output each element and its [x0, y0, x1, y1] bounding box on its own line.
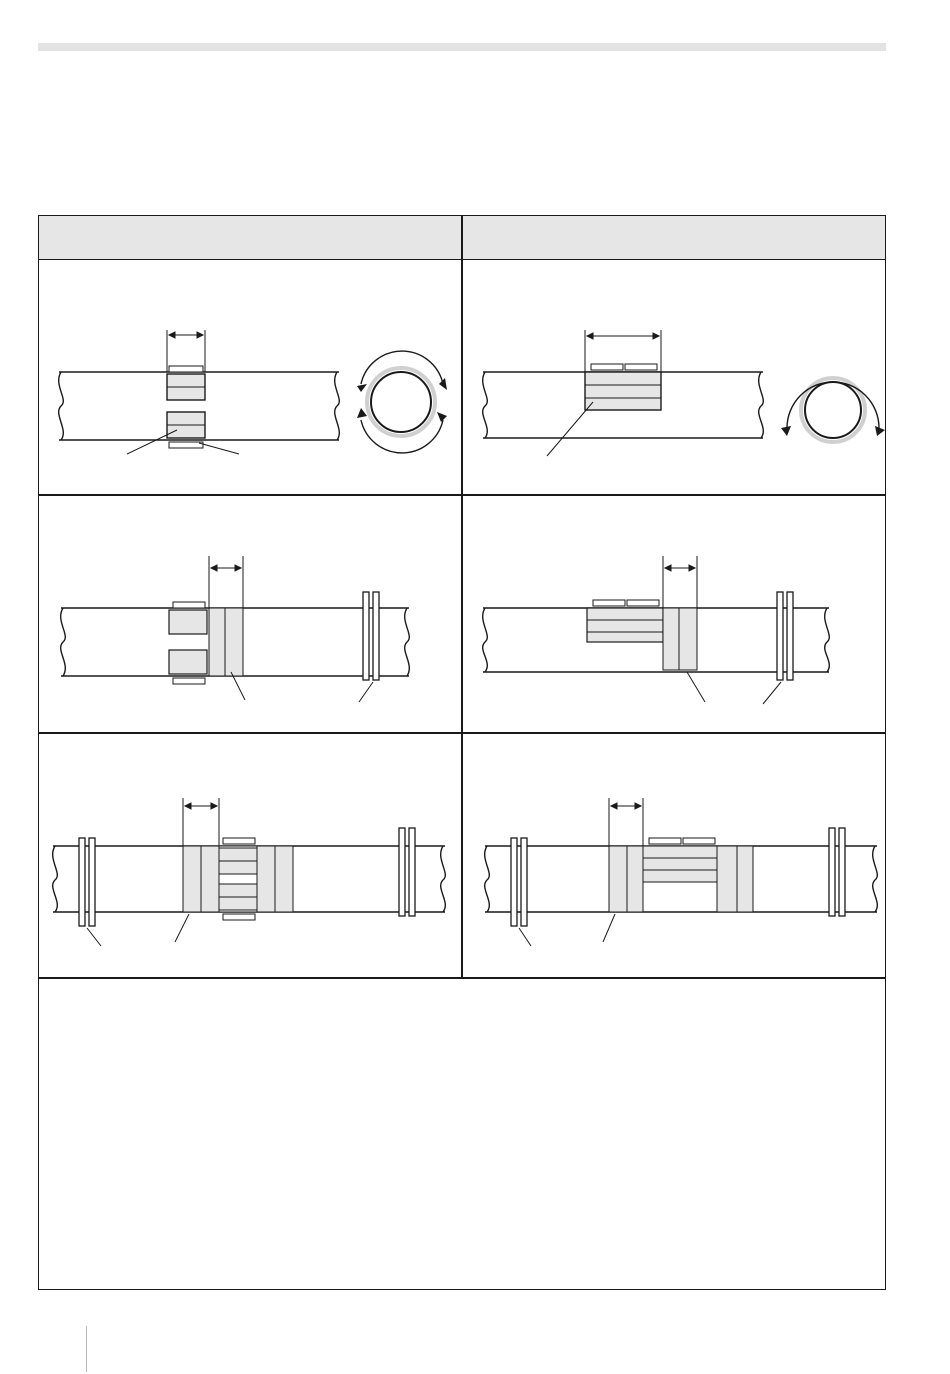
pipe-icon	[39, 260, 461, 494]
pipe-icon	[463, 496, 885, 732]
mounting-table	[38, 215, 886, 1290]
diagram-row3-left	[39, 734, 461, 977]
pipe-icon	[463, 734, 885, 977]
diagram-row2-left	[39, 496, 461, 732]
notes-area	[39, 979, 885, 1289]
transducer-icon	[587, 600, 697, 670]
pipe-icon	[463, 260, 885, 494]
transducer-icon	[609, 838, 753, 912]
footer-rule	[86, 1326, 87, 1372]
pipe-icon	[39, 734, 461, 977]
diagram-row1-left	[39, 260, 461, 494]
header-cell-left	[39, 216, 461, 259]
pipe-icon	[39, 496, 461, 732]
transducer-icon	[167, 366, 205, 448]
diagram-row1-right	[463, 260, 885, 494]
diagram-row3-right	[463, 734, 885, 977]
diagram-row2-right	[463, 496, 885, 732]
flange-icon	[363, 592, 379, 680]
flange-icon	[777, 592, 793, 680]
rotation-arrow-icon	[357, 351, 447, 453]
transducer-icon	[169, 602, 243, 684]
transducer-icon	[585, 364, 661, 410]
top-rule	[38, 43, 886, 51]
rotation-arrow-icon	[781, 378, 885, 442]
header-cell-right	[463, 216, 885, 259]
transducer-icon	[183, 838, 293, 920]
